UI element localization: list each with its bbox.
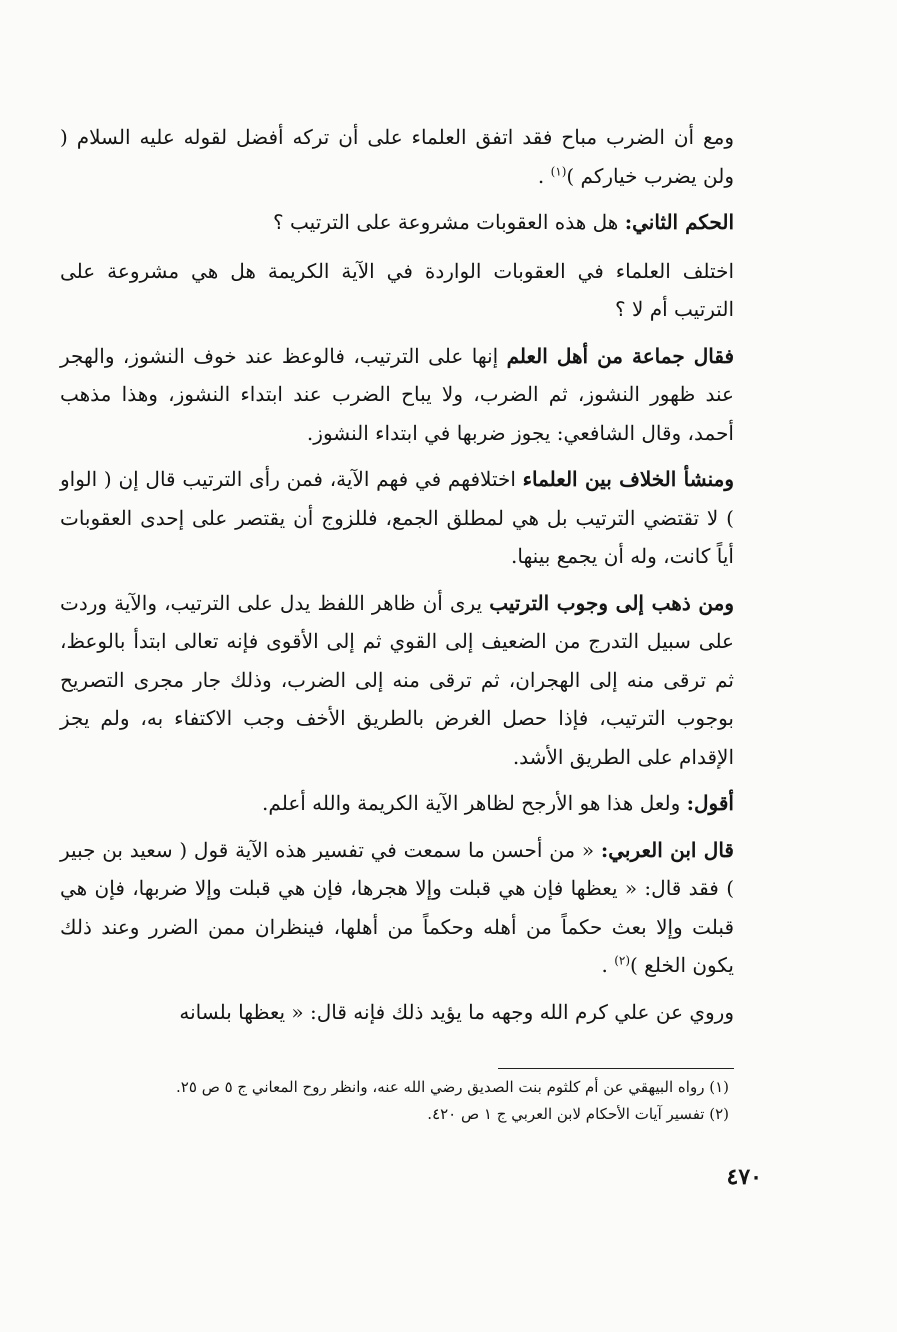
bold-lead-text: ومنشأ الخلاف بين العلماء	[522, 467, 735, 491]
paragraph	[60, 993, 734, 1032]
section-heading-paragraph	[60, 203, 734, 242]
bold-lead-text: فقال جماعة من أهل العلم	[506, 343, 734, 368]
paragraph	[60, 584, 734, 777]
paragraph-text: ولعل هذا هو الأرجح لظاهر الآية الكريمة والله أعلم.	[262, 791, 687, 815]
paragraph-text: يرى أن ظاهر اللفظ يدل على الترتيب، والآية وردت على سبيل التدرج من الضعيف إلى القوي ثم إلى الأقوى فإنه تعالى ابتدأ بالوعظ، ثم ترقى منه إلى الهجران، ثم ترقى منه إلى الضرب، وذلك جار مجرى التصريح بوجوب الترتيب، فإذا حصل الغرض بالطريق الأخف وجب الاكتفاء به، ولم يجز الإقدام على الطريق الأشد.	[60, 590, 734, 769]
paragraph-text: اختلف العلماء في العقوبات الواردة في الآية الكريمة هل هي مشروعة على الترتيب أم لا ؟	[60, 258, 734, 321]
paragraph	[60, 831, 734, 985]
body-text	[60, 118, 734, 1039]
bold-lead-text: الحكم الثاني:	[624, 210, 734, 234]
paragraph	[60, 337, 734, 453]
footnote: (٢) تفسير آيات الأحكام لابن العربي ج ١ ص ٤٢٠.	[427, 1105, 729, 1123]
paragraph-text: « من أحسن ما سمعت في تفسير هذه الآية قول ( سعيد بن جبير ) فقد قال: « يعظها فإن هي قبلت وإلا هجرها، فإن هي قبلت وإلا ضربها، فإن هي قبلت وإلا بعث حكماً من أهله وحكماً من أهلها، فينظران ممن الضرر وعند ذلك يكون الخلع )	[60, 837, 734, 977]
paragraph-text: ومع أن الضرب مباح فقد اتفق العلماء على أن تركه أفضل لقوله عليه السلام ( ولن يضرب خياركم )	[60, 125, 734, 188]
paragraph	[60, 784, 734, 823]
footnote-reference: (٢)	[614, 953, 631, 968]
paragraph-text: .	[601, 953, 615, 977]
paragraph	[60, 118, 734, 195]
paragraph	[60, 252, 734, 329]
page-number: ٤٧٠	[726, 1164, 762, 1190]
footnote-reference: (١)	[550, 163, 567, 178]
paragraph-text: اختلافهم في فهم الآية، فمن رأى الترتيب قال إن ( الواو ) لا تقتضي الترتيب بل هي لمطلق الجمع، فللزوج أن يقتصر على إحدى العقوبات أياً كانت، وله أن يجمع بينها.	[60, 467, 734, 568]
footnote: (١) رواه البيهقي عن أم كلثوم بنت الصديق رضي الله عنه، وانظر روح المعاني ج ٥ ص ٢٥.	[176, 1078, 729, 1096]
paragraph-text: هل هذه العقوبات مشروعة على الترتيب ؟	[273, 210, 625, 234]
paragraph	[60, 460, 734, 576]
footnotes	[60, 1074, 729, 1128]
paragraph-text: إنها على الترتيب، فالوعظ عند خوف النشوز، والهجر عند ظهور النشوز، ثم الضرب، ولا يباح الضرب عند ابتداء النشوز، وهذا مذهب أحمد، وقال الشافعي: يجوز ضربها في ابتداء النشوز.	[60, 343, 734, 445]
bold-lead-text: أقول:	[686, 791, 734, 815]
paragraph-text: .	[537, 163, 551, 188]
footnote-separator	[498, 1068, 734, 1069]
bold-lead-text: ومن ذهب إلى وجوب الترتيب	[489, 590, 734, 615]
bold-lead-text: قال ابن العربي:	[600, 837, 734, 862]
paragraph-text: وروي عن علي كرم الله وجهه ما يؤيد ذلك فإنه قال: « يعظها بلسانه	[179, 999, 734, 1024]
